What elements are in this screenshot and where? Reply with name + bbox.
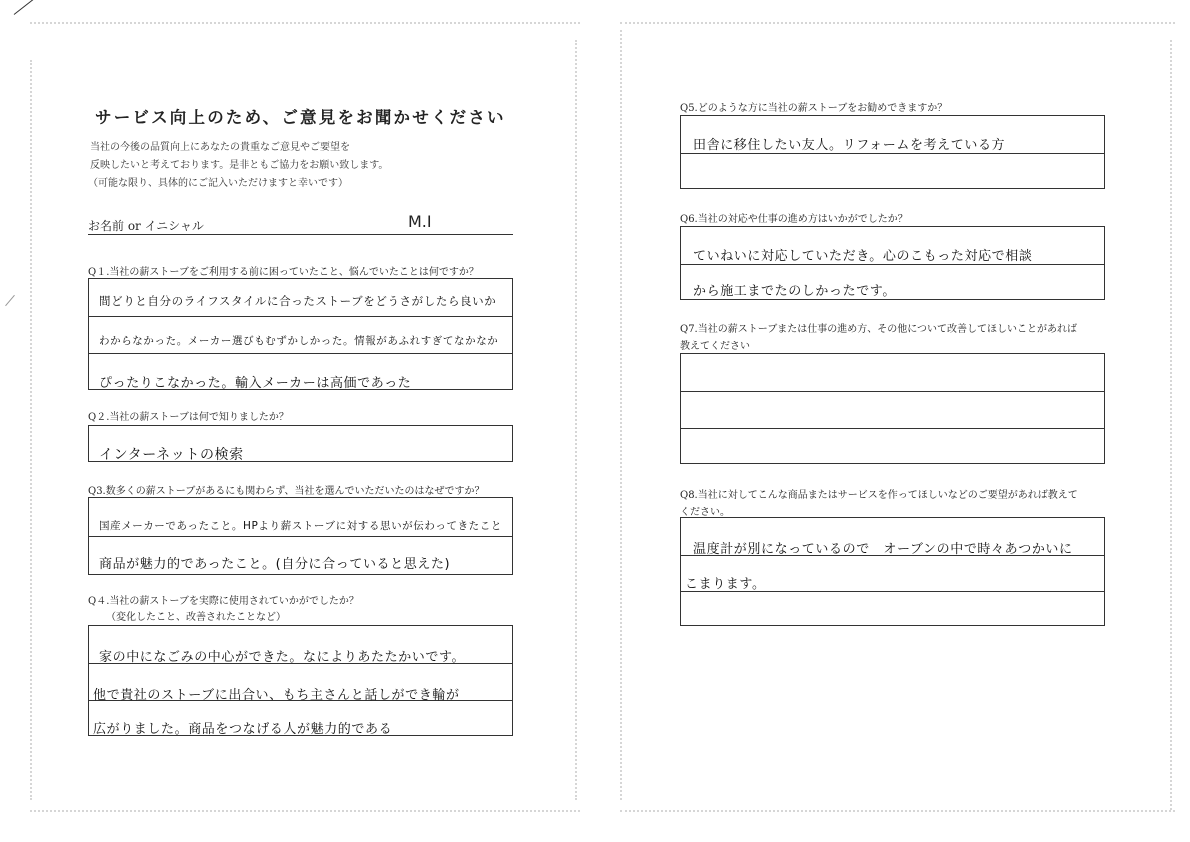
name-value: M.I [408, 212, 432, 231]
answer-text: わからなかった。メーカー選びもむずかしかった。情報があふれすぎてなかなか [99, 335, 499, 347]
answer-text: 国産メーカーであったこと。HPより薪ストーブに対する思いが伝わってきたこと [99, 520, 502, 532]
form-title: サービス向上のため、ご意見をお聞かせください [95, 108, 506, 127]
question-4-note: （変化したこと、改善されたことなど） [106, 612, 286, 623]
page-border-top [30, 22, 580, 24]
ruled-line [681, 428, 1104, 429]
question-8-cont: ください。 [680, 507, 730, 518]
question-3: Q3.数多くの薪ストーブがあるにも関わらず、当社を選んでいただいたのはなぜですか？ [88, 486, 485, 497]
answer-text: 他で貴社のストーブに出合い、もち主さんと話しができ輪が [93, 688, 460, 703]
answer-text: ていねいに対応していただき。心のこもった対応で相談 [693, 249, 1033, 264]
answer-box-q1[interactable] [88, 278, 513, 390]
page-border-top [620, 22, 1175, 24]
ruled-line [681, 153, 1104, 154]
ruled-line [681, 264, 1104, 265]
page-border-bottom [30, 810, 580, 812]
question-5: Q5.どのような方に当社の薪ストーブをお勧めできますか？ [680, 103, 948, 114]
answer-text: 広がりました。商品をつなげる人が魅力的である [93, 722, 393, 737]
page-border-right [1170, 40, 1172, 810]
question-4: Q４.当社の薪ストーブを実際に使用されていかがでしたか？ [88, 596, 359, 607]
question-1: Q１.当社の薪ストーブをご利用する前に困っていたこと、悩んでいたことは何ですか？ [88, 267, 479, 278]
answer-text: ぴったりこなかった。輸入メーカーは高価であった [99, 376, 412, 391]
answer-text: 間どりと自分のライフスタイルに合ったストーブをどうさがしたら良いか [99, 294, 497, 308]
page-border-bottom [620, 810, 1175, 812]
answer-text: 田舎に移住したい友人。リフォームを考えている方 [693, 138, 1006, 153]
ruled-line [89, 536, 512, 537]
answer-box-q4[interactable] [88, 625, 513, 736]
name-field[interactable] [88, 214, 513, 235]
page-border-right [575, 40, 577, 800]
answer-text: から施工までたのしかったです。 [693, 284, 896, 299]
question-7: Q7.当社の薪ストーブまたは仕事の進め方、その他について改善してほしいことがあれば [680, 324, 1078, 335]
intro-line: 当社の今後の品質向上にあなたの貴重なご意見やご要望を [90, 142, 350, 153]
ruled-line [89, 353, 512, 354]
answer-box-q7[interactable] [680, 353, 1105, 464]
ruled-line [89, 316, 512, 317]
answer-box-q8[interactable] [680, 517, 1105, 626]
right-page [595, 0, 1190, 842]
intro-line: （可能な限り、具体的にご記入いただけますと幸いです） [88, 178, 348, 189]
page-border-left [620, 30, 622, 800]
answer-box-q6[interactable] [680, 226, 1105, 300]
answer-text: インターネットの検索 [99, 447, 244, 463]
ruled-line [681, 391, 1104, 392]
answer-text: 温度計が別になっているので オーブンの中で時々あつかいに [693, 542, 1073, 557]
question-6: Q6.当社の対応や仕事の進め方はいかがでしたか？ [680, 214, 908, 225]
answer-box-q2[interactable] [88, 425, 513, 462]
question-7-cont: 教えてください [680, 341, 750, 352]
answer-box-q3[interactable] [88, 497, 513, 575]
intro-line: 反映したいと考えております。是非ともご協力をお願い致します。 [90, 160, 389, 171]
question-2: Q２.当社の薪ストーブは何で知りましたか？ [88, 412, 289, 423]
pen-mark [14, 0, 37, 15]
answer-box-q5[interactable] [680, 115, 1105, 189]
answer-text: 家の中になごみの中心ができた。なによりあたたかいです。 [99, 650, 466, 665]
name-label: お名前 or イニシャル [88, 219, 204, 233]
page-border-left [30, 60, 32, 800]
answer-text: こまります。 [685, 577, 766, 592]
answer-text: 商品が魅力的であったこと。(自分に合っていると思えた) [99, 557, 451, 572]
question-8: Q8.当社に対してこんな商品またはサービスを作ってほしいなどのご要望があれば教えて [680, 490, 1078, 501]
pen-mark [5, 295, 15, 306]
